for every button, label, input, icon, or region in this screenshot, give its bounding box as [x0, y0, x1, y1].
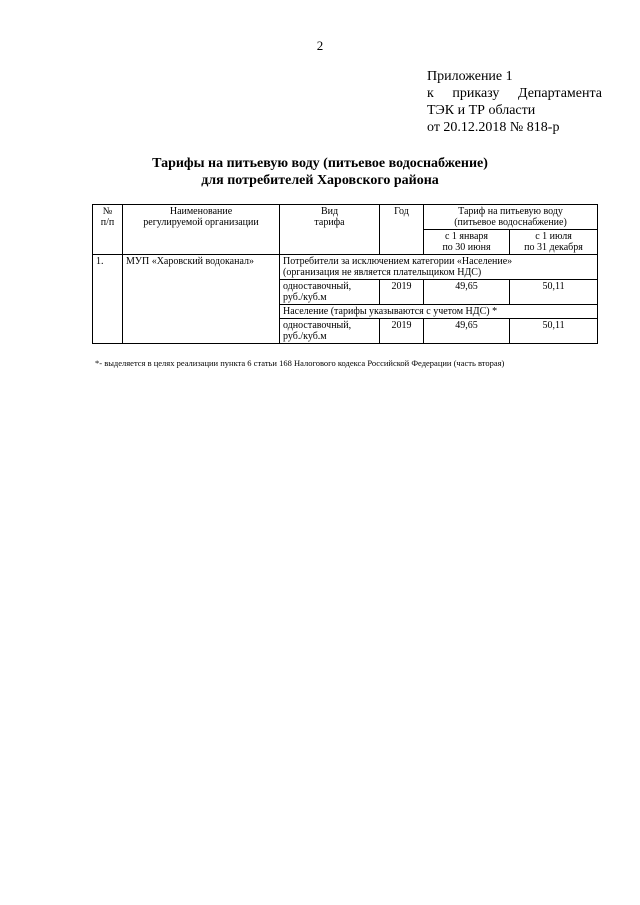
header-period-2: с 1 июля по 31 декабря: [510, 230, 598, 255]
tariff-type: одноставочный, руб./куб.м: [280, 280, 380, 305]
header-number: № п/п: [93, 205, 123, 255]
table-header-row: [93, 205, 598, 230]
value-cell: 49,65: [424, 319, 510, 344]
appendix-line-3: ТЭК и ТР области: [427, 103, 536, 118]
header-year: Год: [380, 205, 424, 255]
appendix-word: Департамента: [517, 86, 602, 101]
appendix-block: [427, 68, 602, 136]
value-cell: 50,11: [510, 319, 598, 344]
title-line-1: Тарифы на питьевую воду (питьевое водоснабжение): [152, 156, 488, 171]
table-row: [93, 255, 598, 280]
document-title: [0, 155, 640, 189]
header-tariff: Тариф на питьевую воду (питьевое водоснабжение): [424, 205, 598, 230]
tariff-table: [92, 204, 598, 344]
tariff-type: одноставочный, руб./куб.м: [280, 319, 380, 344]
appendix-line-1: Приложение 1: [427, 69, 513, 84]
appendix-line-2: [427, 85, 602, 102]
page-number: 2: [316, 38, 324, 53]
row-number: 1.: [93, 255, 123, 344]
header-period-1: с 1 января по 30 июня: [424, 230, 510, 255]
value-cell: 50,11: [510, 280, 598, 305]
year-cell: 2019: [380, 280, 424, 305]
year-cell: 2019: [380, 319, 424, 344]
header-organization: Наименование регулируемой организации: [123, 205, 280, 255]
value-cell: 49,65: [424, 280, 510, 305]
footnote: *- выделяется в целях реализации пункта 6 статьи 168 Налогового кодекса Российской Федерации (часть вторая): [95, 358, 505, 368]
group-title: Население (тарифы указываются с учетом НДС) *: [280, 305, 598, 319]
row-organization: МУП «Харовский водоканал»: [123, 255, 280, 344]
appendix-word: к: [427, 86, 434, 101]
title-line-2: для потребителей Харовского района: [201, 173, 439, 188]
appendix-line-4: от 20.12.2018 № 818-р: [427, 120, 560, 135]
group-title: Потребители за исключением категории «Население» (организация не является плательщиком НДС): [280, 255, 598, 280]
header-tariff-type: Вид тарифа: [280, 205, 380, 255]
appendix-word: приказу: [452, 86, 500, 101]
